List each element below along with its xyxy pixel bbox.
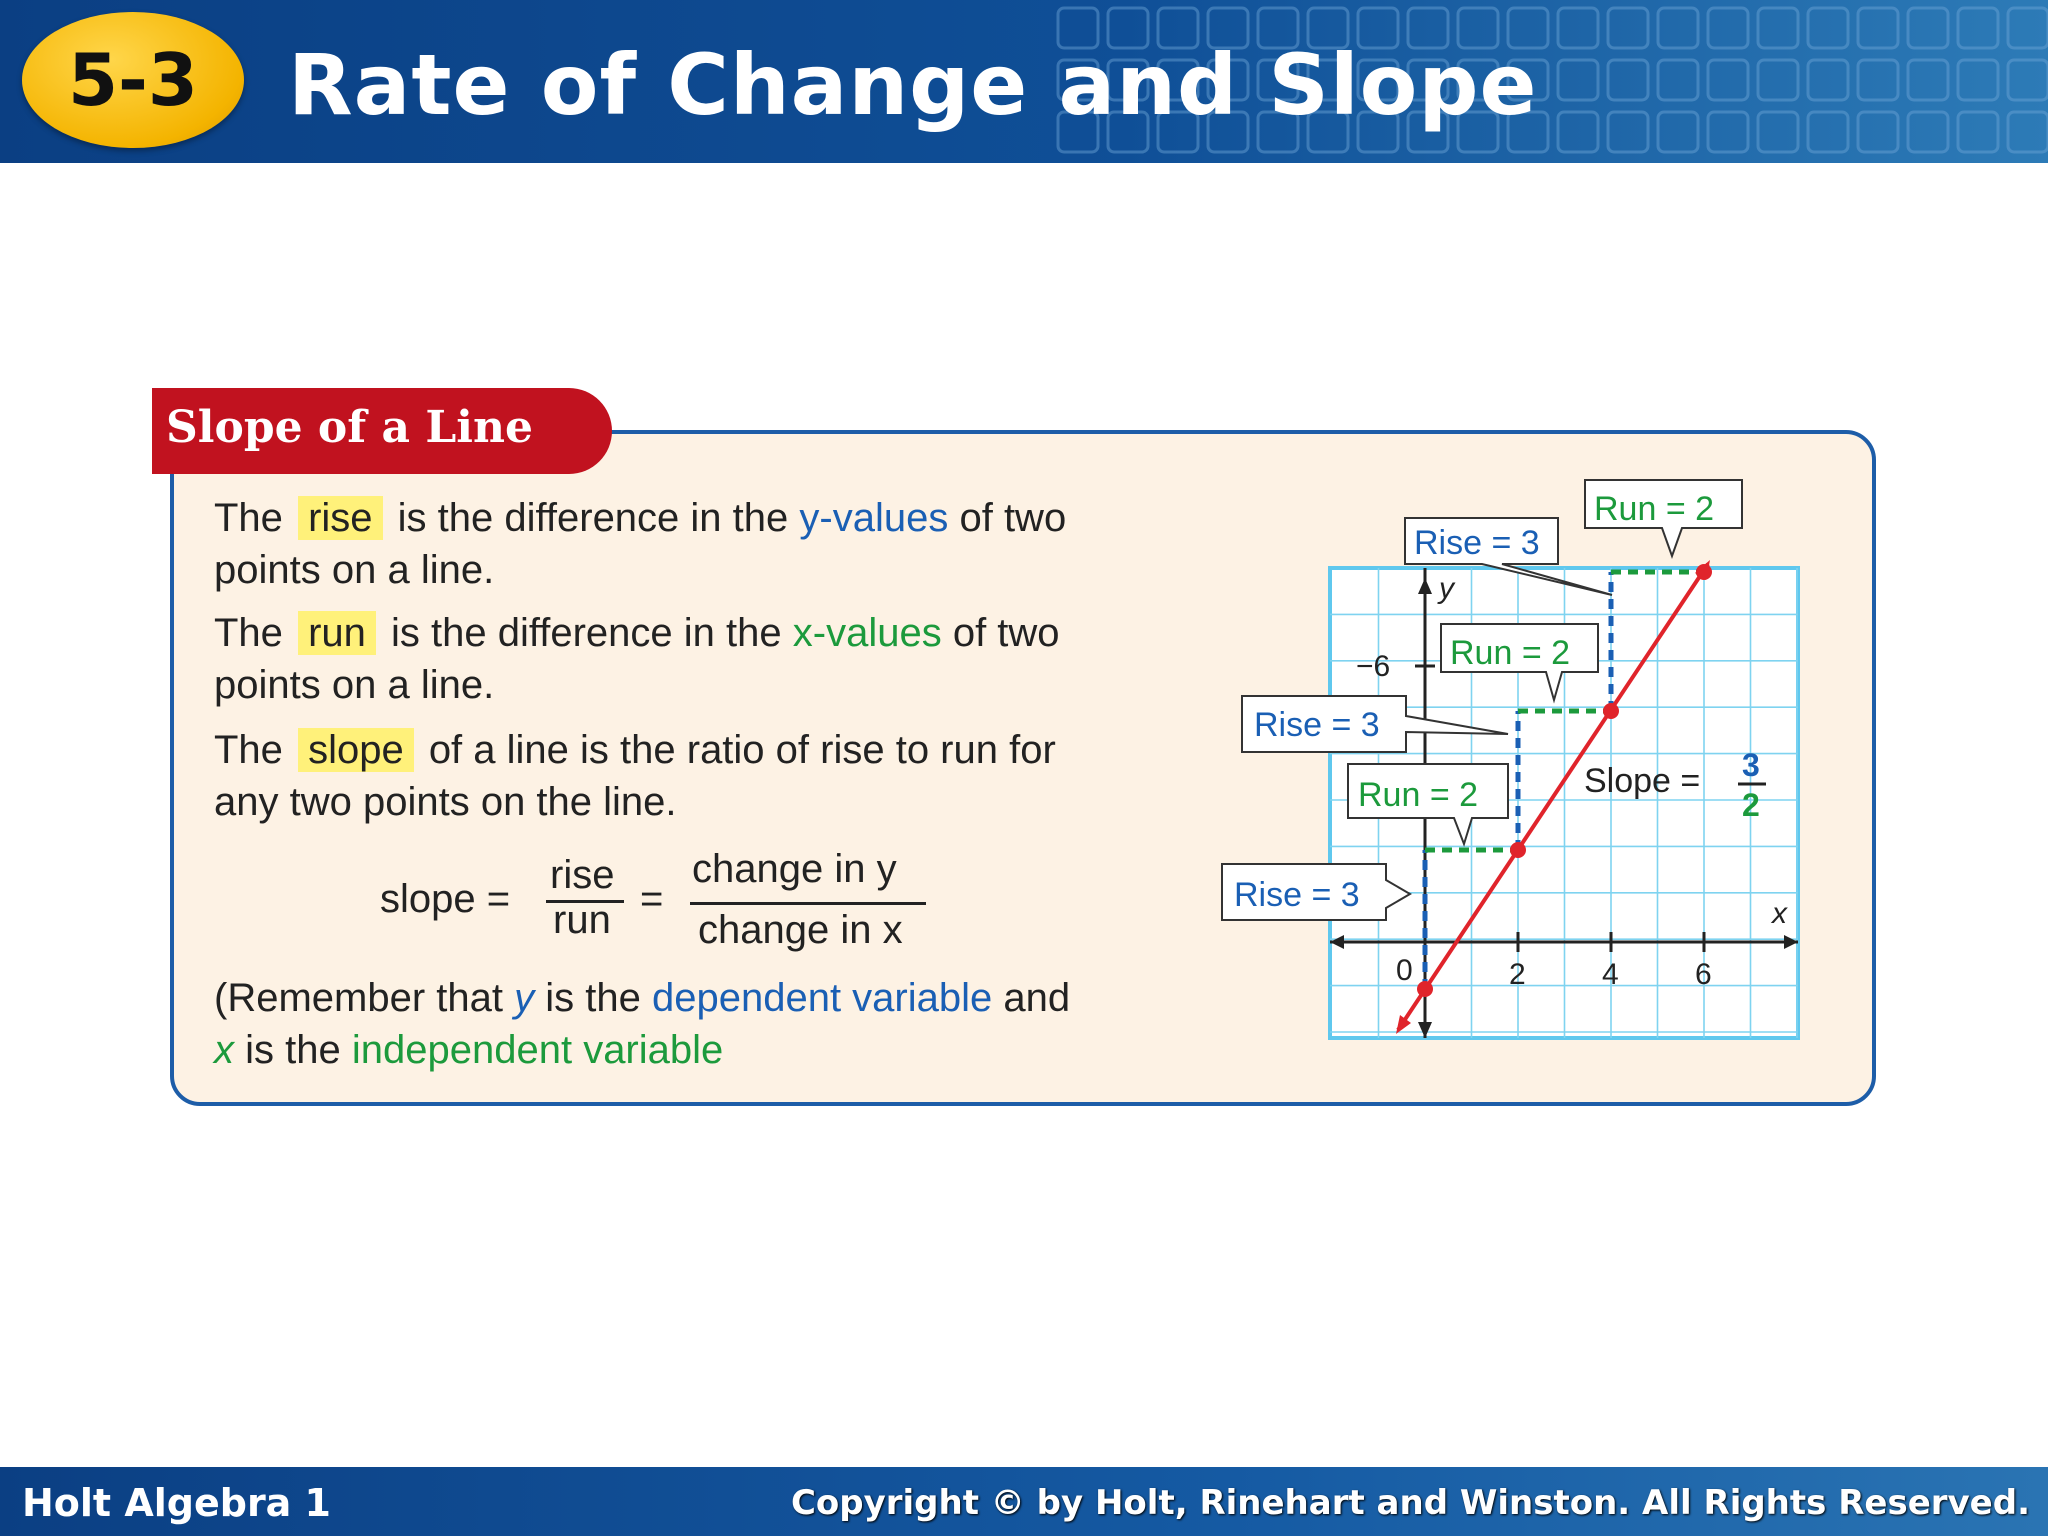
y-tick-6: −6	[1356, 650, 1391, 683]
slope-denominator: 2	[1742, 787, 1760, 823]
formula-lhs: slope =	[380, 877, 511, 921]
x-axis-label: x	[1772, 897, 1787, 930]
svg-text:Run = 2: Run = 2	[1358, 776, 1479, 814]
x-tick-4: 4	[1602, 958, 1619, 991]
slide-header	[0, 0, 2048, 163]
x-tick-2: 2	[1509, 958, 1526, 991]
callout-run-top	[1585, 480, 1742, 556]
footer-copyright: Copyright © by Holt, Rinehart and Winston. All Rights Reserved.	[790, 1483, 2030, 1523]
rise-definition: The rise is the difference in the y-values of two points on a line.	[214, 496, 1067, 592]
run-definition: The run is the difference in the x-values of two points on a line.	[214, 611, 1060, 707]
fraction-bar-2	[690, 902, 926, 905]
highlight-slope: slope	[298, 728, 414, 772]
point-2-2	[1510, 842, 1526, 858]
highlight-rise: rise	[298, 496, 382, 540]
point-0-neg1	[1417, 981, 1433, 997]
point-4-5	[1603, 703, 1619, 719]
panel-tab-title: Slope of a Line	[166, 402, 533, 453]
callout-rise-bottom	[1222, 864, 1410, 920]
point-6-8	[1696, 564, 1712, 580]
slope-numerator: 3	[1742, 747, 1760, 783]
svg-text:Rise = 3: Rise = 3	[1414, 524, 1540, 562]
footer-course: Holt Algebra 1	[22, 1481, 331, 1525]
remember-note: (Remember that y is the dependent variable and x is the independent variable	[214, 976, 1071, 1072]
svg-text:Run = 2: Run = 2	[1594, 490, 1715, 528]
y-axis-label: y	[1439, 572, 1454, 605]
svg-text:Rise = 3: Rise = 3	[1234, 876, 1360, 914]
x-tick-6: 6	[1695, 958, 1712, 991]
formula-rise: rise	[550, 853, 615, 897]
slide-footer	[0, 1467, 2048, 1536]
slope-label: Slope =	[1584, 762, 1701, 800]
formula-change-x: change in x	[698, 908, 903, 952]
svg-text:Rise = 3: Rise = 3	[1254, 706, 1380, 744]
origin-label: 0	[1396, 954, 1413, 987]
lesson-number: 5-3	[67, 38, 199, 122]
formula-change-y: change in y	[692, 847, 897, 891]
page-title: Rate of Change and Slope	[288, 36, 1538, 134]
formula-run: run	[553, 898, 611, 942]
svg-text:Run = 2: Run = 2	[1450, 634, 1571, 672]
highlight-run: run	[298, 611, 376, 655]
slope-definition: The slope of a line is the ratio of rise to run for any two points on the line.	[214, 728, 1056, 824]
formula-equals: =	[640, 877, 664, 921]
slope-graph	[1210, 470, 1850, 1070]
